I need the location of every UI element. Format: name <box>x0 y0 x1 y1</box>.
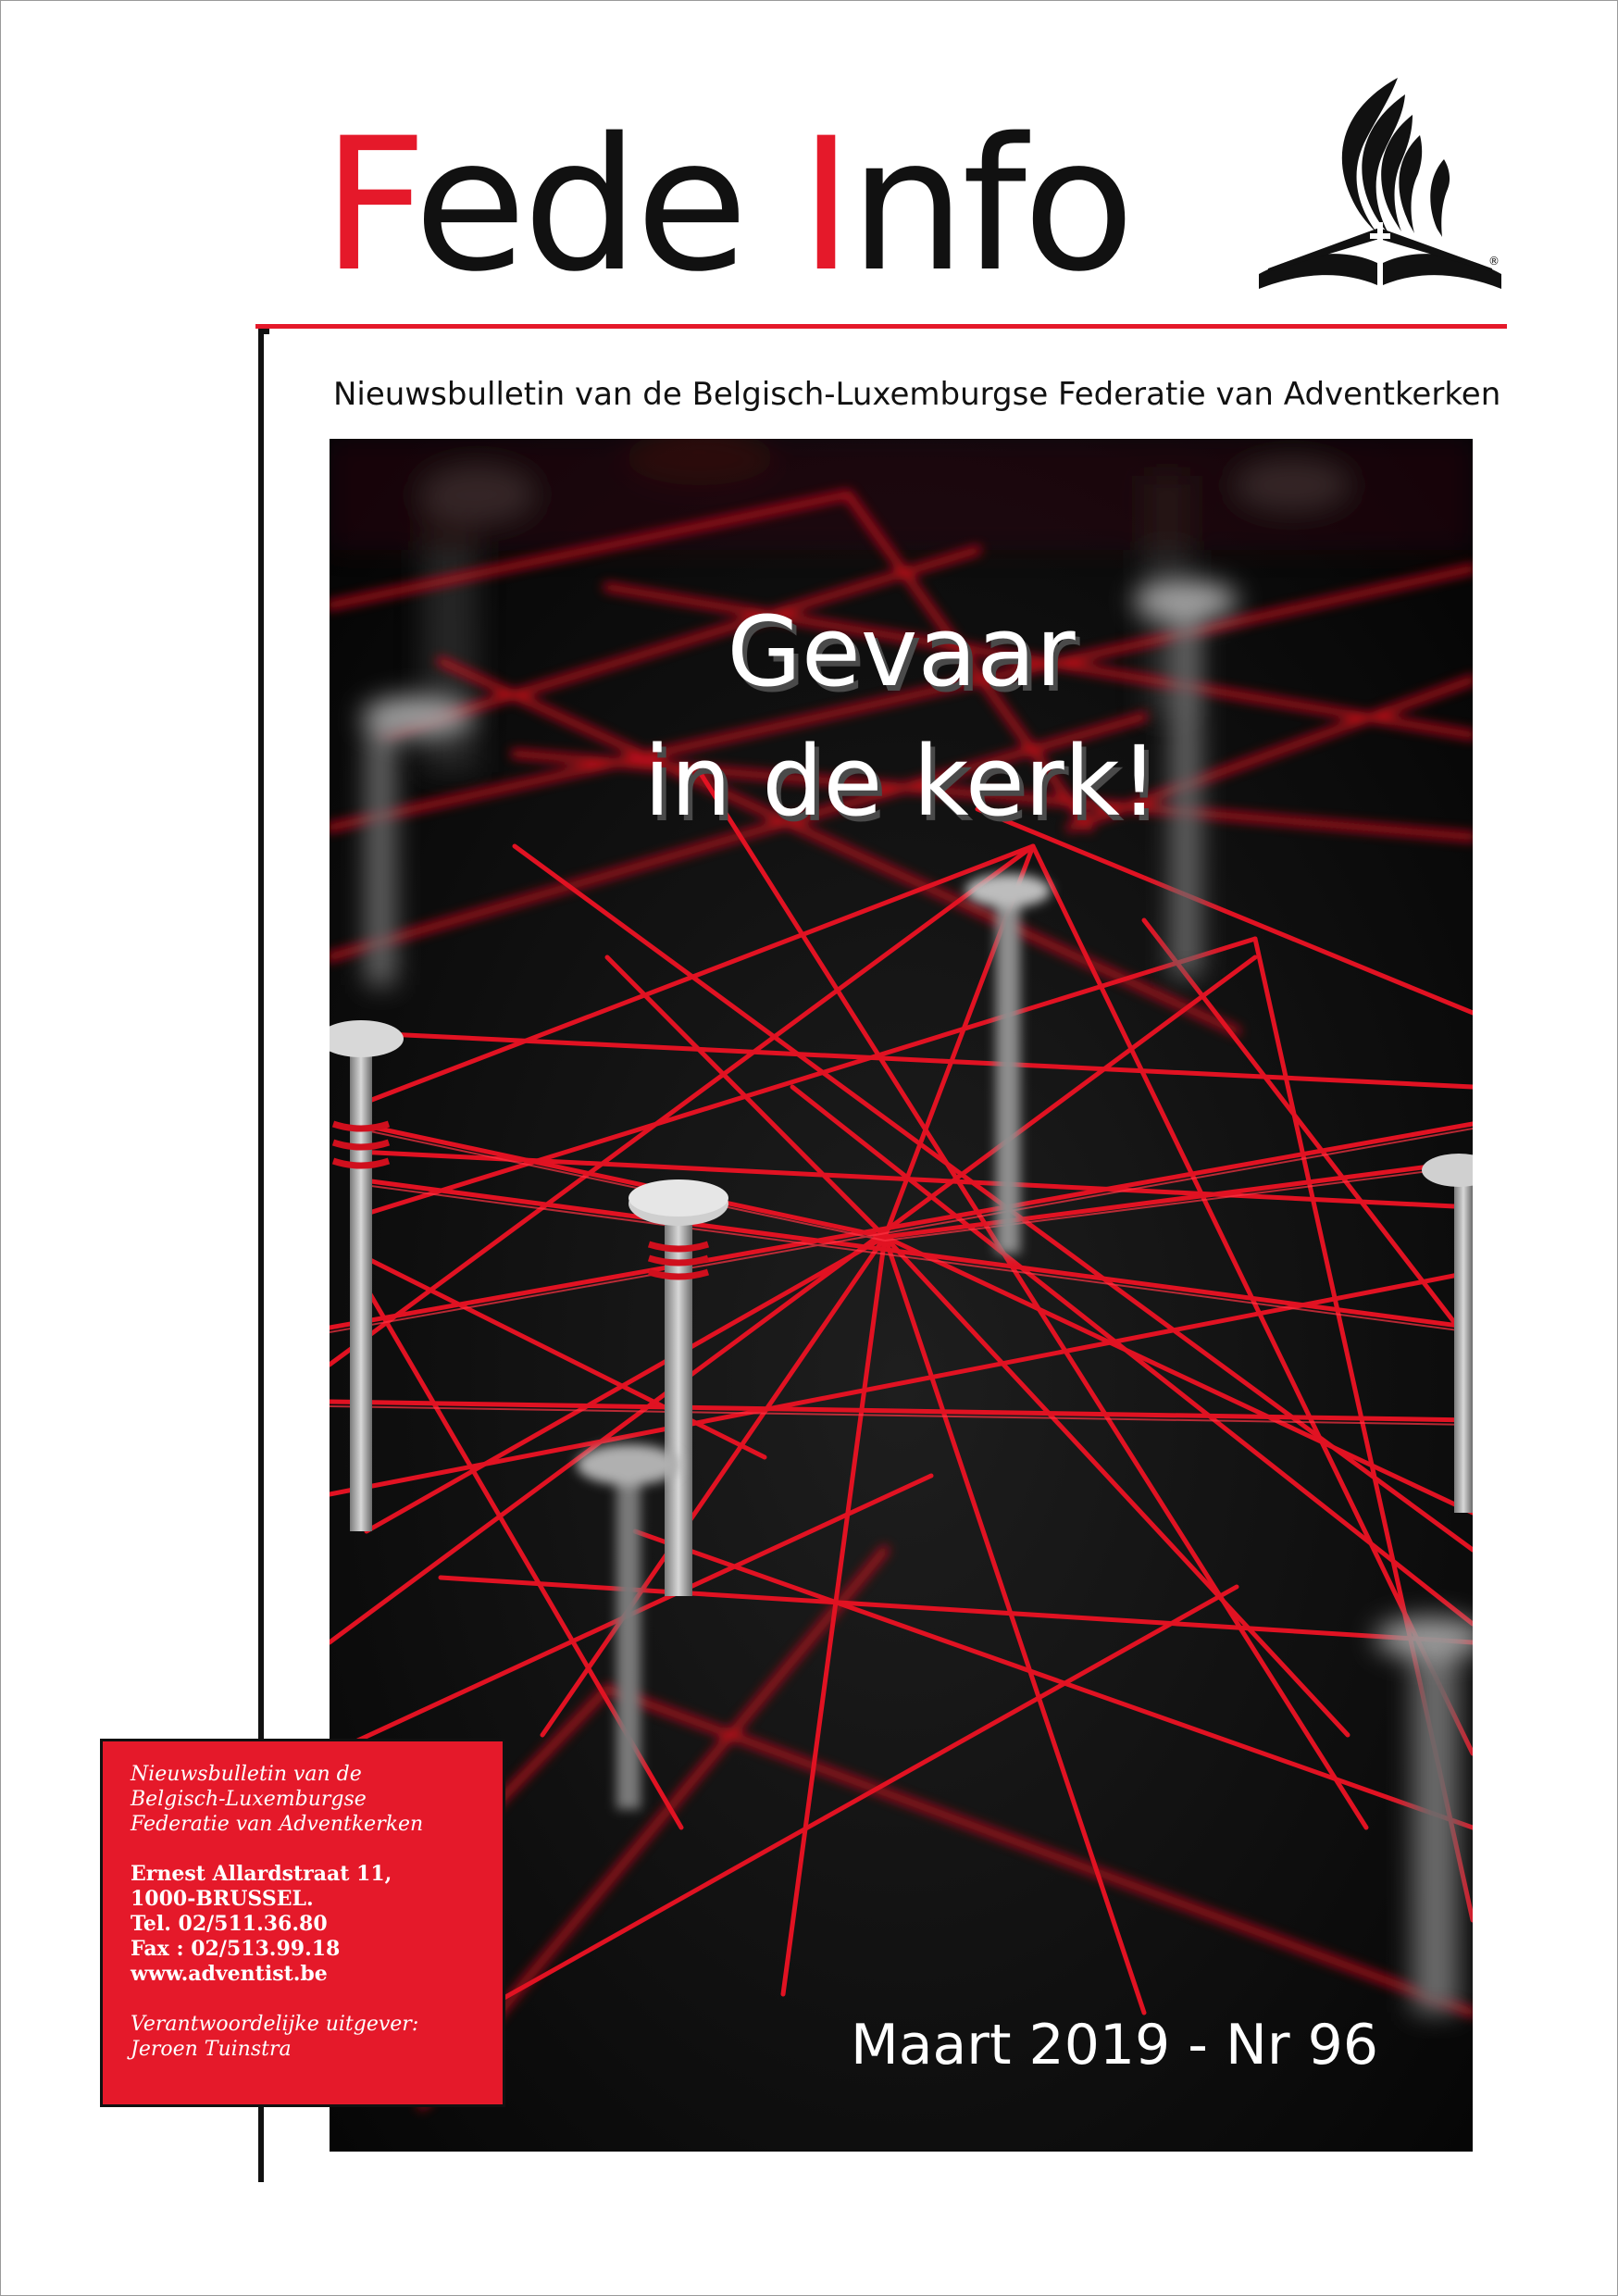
publisher-info-box <box>100 1739 505 2107</box>
svg-text:®: ® <box>1488 255 1500 268</box>
header-red-rule <box>255 324 1507 329</box>
org-line: Nieuwsbulletin van de <box>131 1763 362 1786</box>
org-line: Federatie van Adventkerken <box>131 1813 424 1836</box>
fax-number: Fax : 02/513.99.18 <box>131 1937 341 1961</box>
adventist-logo-icon <box>1259 74 1501 293</box>
address-line: 1000-BRUSSEL. <box>131 1887 314 1911</box>
publisher-name: Jeroen Tuinstra <box>131 2038 292 2061</box>
cover-headline <box>330 587 1473 846</box>
publisher-label: Verantwoordelijke uitgever: <box>131 2013 419 2036</box>
address-line: Ernest Allardstraat 11, <box>131 1862 392 1886</box>
rule-corner <box>258 329 269 334</box>
phone-number: Tel. 02/511.36.80 <box>131 1912 328 1936</box>
subtitle: Nieuwsbulletin van de Belgisch-Luxemburgse Federatie van Adventkerken <box>333 376 1501 413</box>
org-line: Belgisch-Luxemburgse <box>131 1788 367 1811</box>
issue-label: Maart 2019 - Nr 96 <box>850 2013 1378 2078</box>
website-link[interactable]: www.adventist.be <box>131 1962 328 1986</box>
masthead-title: Fede Info <box>322 98 1132 312</box>
headline-line-2: in de kerk! <box>643 725 1159 838</box>
headline-line-1: Gevaar <box>727 595 1076 708</box>
